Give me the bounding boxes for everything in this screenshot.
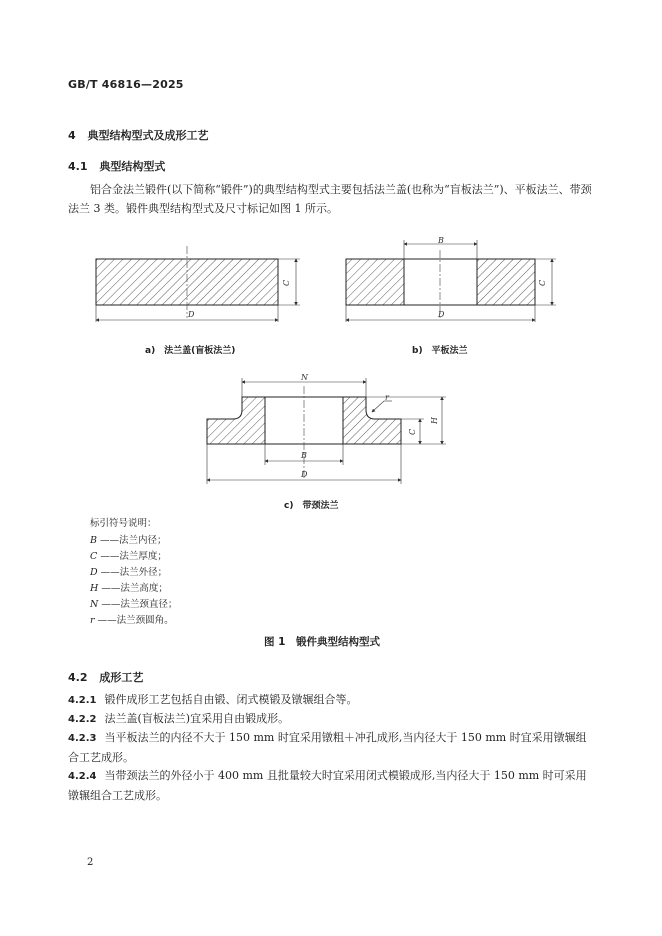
legend-item	[90, 564, 167, 578]
legend-text: ——法兰颈圆角。	[97, 615, 174, 626]
clause-number: 4.2.4	[68, 771, 97, 782]
legend-symbol: N	[90, 599, 99, 610]
legend-text: ——法兰颈直径；	[101, 599, 178, 610]
legend-text: ——法兰外径；	[100, 567, 168, 578]
clause-4-2-4	[68, 766, 594, 805]
clause-number: 4.2.2	[68, 714, 97, 725]
section-number: 4	[68, 129, 76, 142]
dim-label-D: D	[438, 310, 445, 319]
section-4-2-heading	[68, 669, 143, 685]
drawing-c-neck-flange	[207, 373, 446, 484]
clause-number: 4.2.1	[68, 695, 97, 706]
legend-item	[90, 596, 177, 610]
legend-symbol: D	[90, 567, 98, 578]
legend-item	[90, 548, 167, 562]
clause-4-2-3	[68, 728, 594, 767]
section-title: 典型结构型式	[99, 160, 166, 173]
legend-text: ——法兰高度；	[101, 583, 168, 594]
legend-symbol: H	[90, 583, 99, 594]
clause-text: 法兰盖(盲板法兰)宜采用自由锻成形。	[104, 712, 290, 725]
clause-number: 4.2.3	[68, 733, 97, 744]
legend-item	[90, 532, 167, 546]
section-number: 4.2	[68, 671, 88, 684]
clause-4-2-2	[68, 709, 594, 729]
legend-title: 标引符号说明：	[90, 518, 157, 529]
dim-label-N: N	[301, 373, 308, 382]
intro-paragraph: 铝合金法兰锻件(以下简称“锻件”)的典型结构型式主要包括法兰盖(也称为“盲板法兰”)、平板法兰、带颈法兰 3 类。锻件典型结构型式及尺寸标记如图 1 所示。	[68, 183, 592, 215]
figure-title: 图 1 锻件典型结构型式	[264, 636, 380, 648]
dim-label-B: B	[438, 236, 444, 245]
legend-text: ——法兰内径；	[100, 535, 167, 546]
legend-item	[90, 580, 168, 594]
legend-symbol: C	[90, 551, 98, 562]
legend-symbol: B	[90, 535, 97, 546]
section-number: 4.1	[68, 160, 88, 173]
dim-label-D: D	[188, 310, 195, 319]
page-number: 2	[87, 857, 94, 868]
legend-item	[90, 612, 174, 626]
section-title: 成形工艺	[99, 671, 144, 684]
drawing-b-flat-flange	[346, 236, 556, 322]
clause-4-2-1	[68, 690, 594, 710]
dim-label-H: H	[430, 417, 439, 424]
clause-text: 当带颈法兰的外径小于 400 mm 且批量较大时宜采用闭式模锻成形,当内径大于 150 mm 时可采用镦辗组合工艺成形。	[68, 769, 587, 802]
drawing-a-blind-flange	[96, 246, 300, 322]
dim-label-r: r	[385, 393, 389, 402]
dim-label-D: D	[301, 470, 308, 479]
caption-c: c) 带颈法兰	[284, 501, 339, 511]
caption-a: a) 法兰盖(盲板法兰)	[145, 346, 236, 356]
dim-label-C: C	[282, 279, 291, 286]
clause-text: 当平板法兰的内径不大于 150 mm 时宜采用镦粗＋冲孔成形,当内径大于 150 mm 时宜采用镦辗组合工艺成形。	[68, 731, 587, 764]
dim-label-B: B	[301, 451, 307, 460]
dim-label-C: C	[538, 279, 547, 286]
dim-label-C: C	[408, 428, 417, 435]
caption-b: b) 平板法兰	[412, 346, 468, 356]
legend-text: ——法兰厚度；	[100, 551, 167, 562]
standard-number: GB/T 46816—2025	[68, 78, 184, 91]
clause-text: 锻件成形工艺包括自由锻、闭式模锻及镦辗组合等。	[104, 693, 358, 706]
section-title: 典型结构型式及成形工艺	[87, 129, 209, 142]
legend-symbol: r	[90, 615, 95, 626]
